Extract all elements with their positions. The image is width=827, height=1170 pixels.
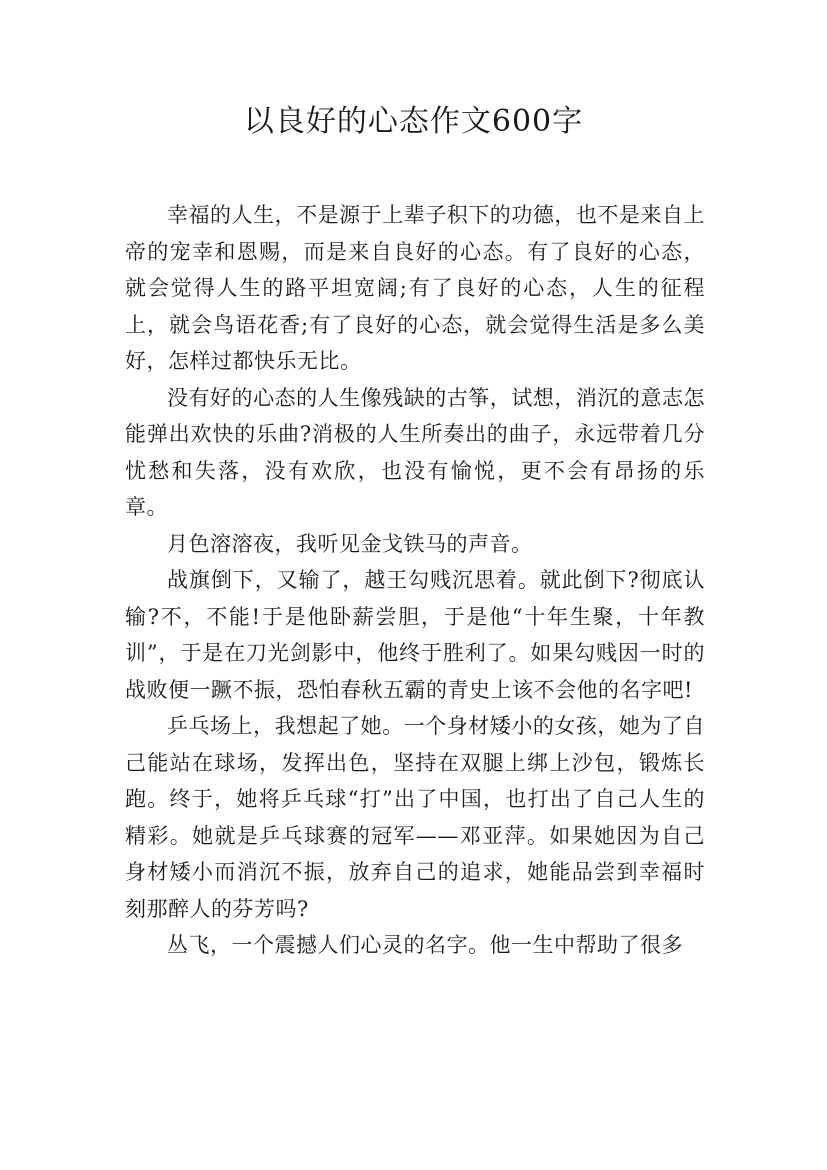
paragraph-3: 月色溶溶夜，我听见金戈铁马的声音。 xyxy=(167,531,533,556)
paragraph-6: 丛飞，一个震撼人们心灵的名字。他一生中帮助了很多 xyxy=(167,933,683,957)
paragraph-2: 没有好的心态的人生像残缺的古筝，试想，消沉的意志怎能弹出欢快的乐曲?消极的人生所奏出的曲子，永远带着几分忧愁和失落，没有欢欣，也没有愉悦，更不会有昂扬的乐章。 xyxy=(125,385,705,519)
essay-body xyxy=(125,197,705,964)
paragraph-1: 幸福的人生，不是源于上辈子积下的功德，也不是来自上帝的宠幸和恩赐，而是来自良好的心态。有了良好的心态，就会觉得人生的路平坦宽阔;有了良好的心态，人生的征程上，就会鸟语花香;有了良好的心态，就会觉得生活是多么美好，怎样过都快乐无比。 xyxy=(125,203,705,373)
paragraph-4: 战旗倒下，又输了，越王勾贱沉思着。就此倒下?彻底认输?不，不能!于是他卧薪尝胆，于是他“十年生聚，十年教训”，于是在刀光剑影中，他终于胜利了。如果勾贱因一时的战败便一蹶不振，恐怕春秋五霸的青史上该不会他的名字吧! xyxy=(125,568,705,702)
essay-title: 以良好的心态作文600字 xyxy=(243,104,584,139)
paragraph-5: 乒乓场上，我想起了她。一个身材矮小的女孩，她为了自己能站在球场，发挥出色，坚持在双腿上绑上沙包，锻炼长跑。终于，她将乒乓球“打”出了中国，也打出了自己人生的精彩。她就是乒乓球赛的冠军——邓亚萍。如果她因为自己身材矮小而消沉不振，放弃自己的追求，她能品尝到幸福时刻那醉人的芬芳吗? xyxy=(125,714,705,921)
